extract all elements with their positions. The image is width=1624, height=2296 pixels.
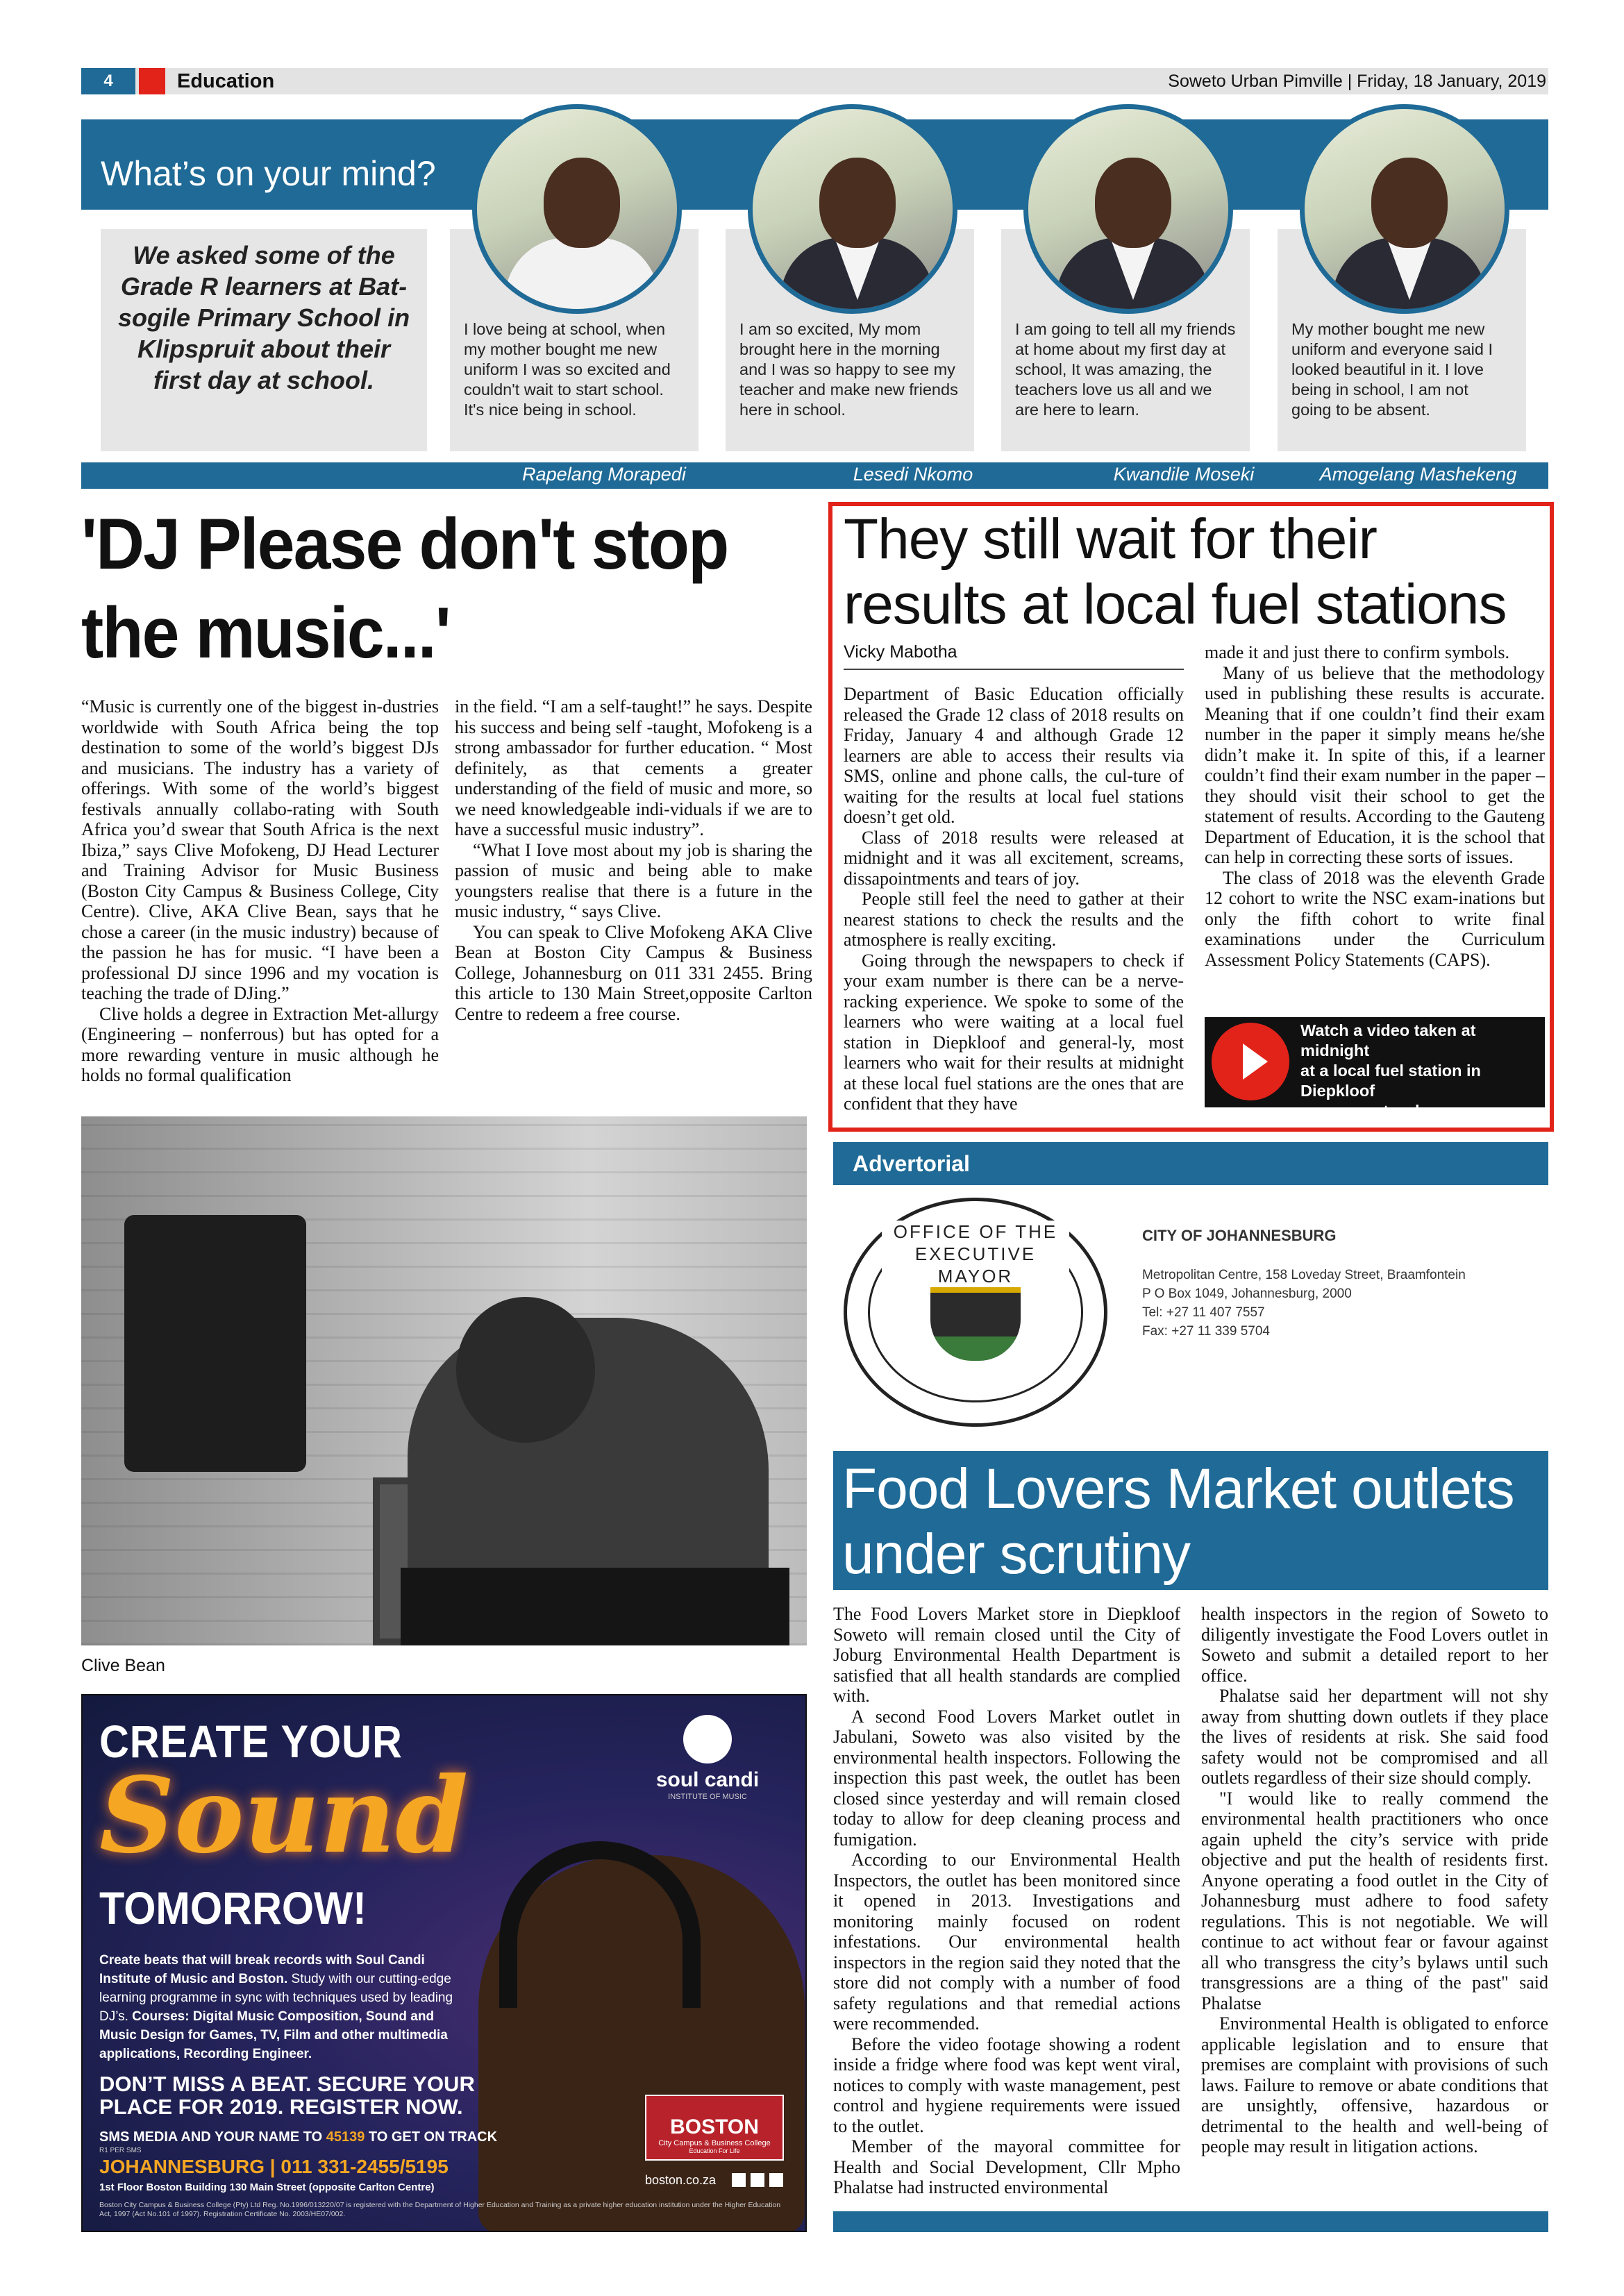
results-column-1 — [844, 684, 1184, 1114]
advertorial-line: Fax: +27 11 339 5704 — [1142, 1324, 1270, 1339]
learner-portrait — [1023, 104, 1233, 314]
learner-portrait — [472, 104, 682, 314]
soul-candi-sub: INSTITUTE OF MUSIC — [668, 1793, 747, 1801]
ad-sms-small: R1 PER SMS — [99, 2147, 142, 2154]
video-promo-line: Diepkloof — [1300, 1082, 1375, 1100]
learner-quote: I am going to tell all my friends at home about my first day at school, It was amazing, the teachers love us all and we are here to learn. — [1015, 320, 1236, 419]
paragraph: in the field. “I am a self-taught!” he says. Despite his success and being self -taught, Mofokeng is a strong ambassador for further education. “ Most definitely, as that cements a greater understanding of the field of music and more, so we need knowledgeable indi-viduals if we are to have a successful music industry”. — [455, 696, 812, 839]
food-headline: Food Lovers Market outlets under scrutiny — [842, 1457, 1514, 1586]
results-column-2 — [1205, 642, 1545, 970]
boston-logo-sub: City Campus & Business College — [658, 2139, 771, 2147]
paragraph: health inspectors in the region of Soweto to diligently investigate the Food Lovers outlet in Soweto and submit a detailed report to her office. — [1201, 1604, 1548, 1686]
ad-sms — [99, 2129, 497, 2145]
food-bottom-bar — [833, 2211, 1548, 2232]
ad-body-bold: Create beats that will break records with Soul Candi Institute of Music and Boston. — [99, 1953, 425, 1986]
advertorial-line: P O Box 1049, Johannesburg, 2000 — [1142, 1287, 1352, 1301]
video-promo-text — [1300, 1021, 1543, 1121]
photo-caption: Clive Bean — [81, 1656, 165, 1675]
paragraph: A second Food Lovers Market outlet in Jabulani, Soweto was also visited by the environmental health inspectors. Following the inspection this past week, the outlet has been closed since yesterday and will remain closed today to allow for deep cleaning process and fumigation. — [833, 1706, 1180, 1850]
advertorial-address — [1142, 1227, 1545, 1341]
paragraph: Clive holds a degree in Extraction Met-allurgy (Engineering – nonferrous) but has opted for a more rewarding venture in music although he holds no formal qualification — [81, 1003, 439, 1085]
paragraph: People still feel the need to gather at their nearest stations to check the results and the atmosphere is really exciting. — [844, 889, 1184, 950]
ad-cta-1: DON’T MISS A BEAT. SECURE YOUR — [99, 2072, 475, 2096]
learner-name: Lesedi Nkomo — [853, 464, 973, 485]
paragraph: The Food Lovers Market store in Diepkloof Soweto will remain closed until the City of Joburg Environmental Health Department is satisfied that all health standards are complied with. — [833, 1604, 1180, 1706]
paragraph: Class of 2018 results were released at midnight and it was all excitement, screams, dissapointments and tears of joy. — [844, 827, 1184, 889]
advertorial-line: Tel: +27 11 407 7557 — [1142, 1305, 1265, 1320]
dj-column-1 — [81, 696, 439, 1086]
paragraph: The class of 2018 was the eleventh Grade 12 cohort to write the NSC exam-inations but only the fifth cohort to write final examinations under the Curriculum Assessment Policy Statements (CAPS). — [1205, 867, 1545, 970]
publication-date: Soweto Urban Pimville | Friday, 18 January, 2019 — [1168, 72, 1546, 91]
paragraph: You can speak to Clive Mofokeng AKA Clive Bean at Boston City Campus & Business College, Johannesburg on 011 331 2455. Bring this article to 130 Main Street,opposite Carlton Centre to redeem a free course. — [455, 921, 812, 1024]
ad-phone-number[interactable]: | 011 331-2455/5195 — [265, 2156, 449, 2177]
dj-headline: 'DJ Please don't stop the music...' — [81, 504, 728, 673]
mayor-seal-text: OFFICE OF THE EXECUTIVE MAYOR — [882, 1221, 1069, 1287]
speaker — [124, 1215, 306, 1472]
learner-quote: My mother bought me new uniform and everyone said I looked beautiful in it. I love being in school, I am not going to be absent. — [1291, 320, 1493, 419]
ad-sms-text: TO GET ON TRACK — [365, 2129, 498, 2145]
paragraph: Many of us believe that the methodology used in publishing these results is accurate. Meaning that if one couldn’t find their exam number in the paper it simply means he/she didn’t make it. In spite of this, if a learner couldn’t find their exam number in the paper – they should visit their school to get the statement of results. According to the Gauteng Department of Education, it is the school that can help in correcting these sorts of issues. — [1205, 662, 1545, 867]
learner-portrait — [748, 104, 957, 314]
turntable — [401, 1568, 789, 1645]
paragraph: Department of Basic Education officially released the Grade 12 class of 2018 results on Friday, January 4 and although Grade 12 learners are able to access their results via SMS, online and phone calls, the cul-ture of waiting for the results at local fuel stations doesn’t get old. — [844, 684, 1184, 827]
ad-cta-2: PLACE FOR 2019. REGISTER NOW. — [99, 2095, 463, 2119]
paragraph: made it and just there to confirm symbols. — [1205, 642, 1510, 662]
ad-city: JOHANNESBURG — [99, 2156, 265, 2177]
vox-pop-title: What’s on your mind? — [101, 154, 436, 193]
section-title: Education — [177, 70, 275, 92]
ad-body-bold: Courses: Digital Music Composition, Sound and Music Design for Games, TV, Film and other multimedia applications, Recording Engineer. — [99, 2009, 448, 2061]
paragraph: “What I Iove most about my job is sharing the passion of music and being able to make youngsters realise that there is a future in the music industry, “ says Clive. — [455, 839, 812, 921]
ad-sms-text: SMS MEDIA AND YOUR NAME TO — [99, 2129, 326, 2145]
ad-line-3: TOMORROW! — [99, 1882, 367, 1934]
video-promo-link[interactable]: www.sowetourban.co.za — [1300, 1102, 1490, 1120]
ad-sms-number: 45139 — [326, 2129, 365, 2145]
boston-logo — [645, 2095, 784, 2161]
ad-body — [99, 1951, 474, 2063]
learner-name: Kwandile Moseki — [1113, 464, 1255, 485]
results-byline: Vicky Mabotha — [844, 642, 957, 662]
section-marker — [139, 68, 165, 94]
ad-body-text: Study with our cutting-edge learning programme in sync with techniques used by leading DJ’s. — [99, 1972, 453, 2024]
dj-head — [456, 1297, 595, 1443]
video-promo-line: at a local fuel station in — [1300, 1062, 1481, 1080]
paragraph: Environmental Health is obligated to enforce applicable legislation and to ensure that premises are complaint with provisions of such laws. Failure to remove or abate conditions that are unsightly, offensive, hazardous or detrimental to the health and well-being of people may result in litigation actions. — [1201, 2013, 1548, 2156]
results-headline: They still wait for their results at local fuel stations — [844, 508, 1507, 636]
soul-candi-brand: soul candi — [655, 1768, 760, 1791]
advertorial-org: CITY OF JOHANNESBURG — [1142, 1227, 1337, 1244]
boston-logo-tag: Education For Life — [689, 2147, 740, 2154]
boston-logo-text: BOSTON — [670, 2115, 759, 2138]
ad-website[interactable]: boston.co.za — [645, 2173, 717, 2187]
boston-ad[interactable] — [81, 1694, 807, 2232]
page-number: 4 — [81, 68, 135, 94]
dj-column-2 — [455, 696, 812, 1024]
advertorial-label: Advertorial — [853, 1151, 970, 1176]
learner-name: Rapelang Morapedi — [522, 464, 686, 485]
ad-phone — [99, 2156, 449, 2178]
paragraph: Phalatse said her department will not shy away from shutting down outlets if they place the lives of residents at risk. She said food safety would not be compromised and all outlets regardless of their size should comply. — [1201, 1686, 1548, 1788]
ad-line-1: CREATE YOUR — [99, 1716, 403, 1767]
learner-quote: I am so excited, My mom brought here in the morning and I was so happy to see my teacher and make new friends here in school. — [739, 320, 958, 419]
paragraph: Before the video footage showing a rodent inside a fridge where food was kept went viral, notices to comply with waste management, pest control and hygiene requirements were issued to the outlet. — [833, 2034, 1180, 2136]
soul-candi-logo-icon — [683, 1715, 732, 1763]
paragraph: “Music is currently one of the biggest in-dustries worldwide with South Africa being the top destination to some of the world’s biggest DJs and musicians. The industry has a variety of offerings. With some of the world’s biggest festivals annually collabo-rating with South Africa you’d swear that South Africa is the next Ibiza,” says Clive Mofokeng, DJ Head Lecturer and Training Advisor for Music Business (Boston City Campus & Business College, City Centre). Clive, AKA Clive Bean, says that he chose a career (in the music industry) because of the passion he has for music. “I have been a professional DJ since 1996 and my vocation is teaching the trade of DJing.” — [81, 696, 439, 1003]
advertorial-line: Metropolitan Centre, 158 Loveday Street, Braamfontein — [1142, 1268, 1466, 1282]
video-promo-line: Watch a video taken at midnight — [1300, 1021, 1476, 1059]
paragraph: Going through the newspapers to check if your exam number is there can be a nerve-racking experience. We spoke to some of the learners who were waiting at a local fuel station in Diepkloof and general-ly, most learners who wait for their results at midnight at these local fuel stations are the ones that are confident that they have — [844, 950, 1184, 1114]
ad-address: 1st Floor Boston Building 130 Main Street (opposite Carlton Centre) — [99, 2181, 435, 2193]
learner-portrait — [1300, 104, 1509, 314]
social-icons[interactable] — [732, 2173, 784, 2187]
paragraph: According to our Environmental Health Inspectors, the outlet has been monitored since it opened in 2013. Investigations and monitoring mainly focused on rodent infestations. Our environmental health inspectors in the region said they noted that the store did not comply with a number of food safety regulations and that remedial actions were recommended. — [833, 1850, 1180, 2034]
learner-quote: I love being at school, when my mother bought me new uniform I was so excited and couldn't wait to start school. It's nice being in school. — [464, 320, 671, 419]
dj-photo — [81, 1116, 807, 1645]
ad-line-2: Sound — [99, 1754, 469, 1877]
food-column-1 — [833, 1604, 1180, 2198]
learner-name: Amogelang Mashekeng — [1319, 464, 1517, 485]
byline-rule — [844, 669, 1184, 670]
vox-pop-intro: We asked some of the Grade R learners at Bat-sogile Primary School in Klipspruit about their first day at school. — [117, 241, 410, 394]
food-column-2 — [1201, 1604, 1548, 2157]
ad-legal: Boston City Campus & Business College (Pty) Ltd Reg. No.1996/013220/07 is registered with the Department of Higher Education and Training as a private higher education institution under the Higher Education Act, 1997 (Act No.101 of 1997). Registration Certificate No. 2003/HE07/002. — [99, 2201, 781, 2218]
play-triangle — [1243, 1044, 1268, 1080]
paragraph: "I would like to really commend the environmental health practitioners who once again upheld the city’s service with pride objective and put the health of residents first. Anyone operating a food outlet in the City of Johannesburg must adhere to food safety regulations. This is not negotiable. We will continue to act without fear or favour against all who transgress the city’s bylaws until such transgressions are a thing of the past" said Phalatse — [1201, 1788, 1548, 2013]
paragraph: Member of the mayoral committee for Health and Social Development, Cllr Mpho Phalatse had instructed environmental — [833, 2136, 1180, 2197]
